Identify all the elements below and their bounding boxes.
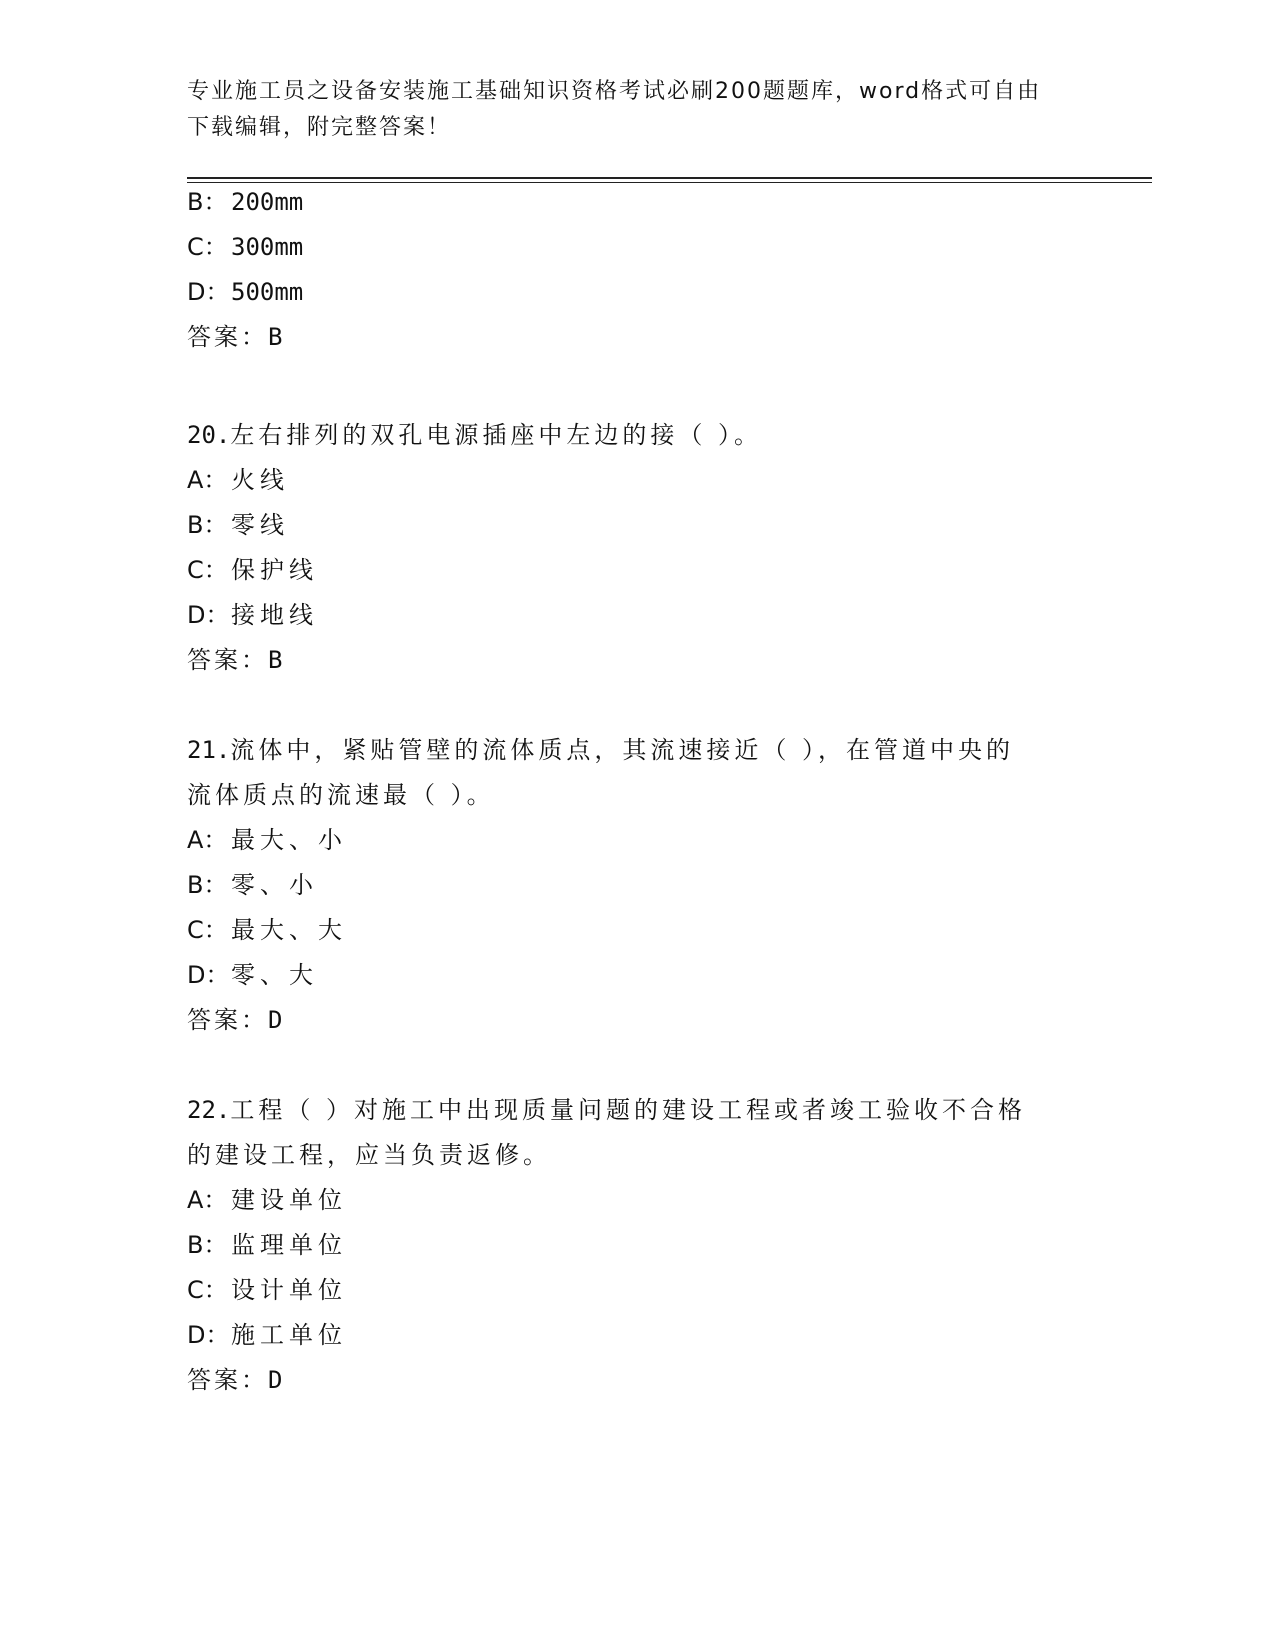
option-label: C： xyxy=(187,916,228,944)
q19-answer xyxy=(187,321,282,353)
answer-label: 答案： xyxy=(187,323,268,351)
option-label: B： xyxy=(187,188,228,216)
q20-option-d xyxy=(187,599,318,631)
question-text: 流体中，紧贴管壁的流体质点，其流速接近（ ），在管道中央的 xyxy=(230,736,1014,764)
option-text: 火线 xyxy=(231,466,289,494)
option-text: 零、小 xyxy=(231,871,318,899)
q22-answer xyxy=(187,1364,282,1396)
q22-option-a xyxy=(187,1184,347,1216)
q20-answer xyxy=(187,644,282,676)
answer-label: 答案： xyxy=(187,1006,268,1034)
option-text: 零线 xyxy=(231,511,289,539)
q21-option-d xyxy=(187,959,318,991)
q21-answer xyxy=(187,1004,282,1036)
question-text: 左右排列的双孔电源插座中左边的接（ ）。 xyxy=(230,421,762,449)
q20-option-b xyxy=(187,509,289,541)
question-text: 工程（ ）对施工中出现质量问题的建设工程或者竣工验收不合格 xyxy=(230,1096,1026,1124)
option-label: C： xyxy=(187,1276,228,1304)
option-text: 最大、小 xyxy=(231,826,347,854)
q19-option-b xyxy=(187,186,303,218)
option-text: 保护线 xyxy=(231,556,318,584)
q22-option-b xyxy=(187,1229,347,1261)
q22-option-d xyxy=(187,1319,347,1351)
answer-value: B xyxy=(268,646,283,674)
header-line-1: 专业施工员之设备安装施工基础知识资格考试必刷200题题库，word格式可自由 xyxy=(187,79,1042,104)
option-text: 监理单位 xyxy=(231,1231,347,1259)
question-text-continued: 流体质点的流速最（ ）。 xyxy=(187,781,495,809)
answer-label: 答案： xyxy=(187,646,268,674)
q19-option-c xyxy=(187,231,303,263)
option-label: A： xyxy=(187,466,228,494)
option-text: 最大、大 xyxy=(231,916,347,944)
q20-option-c xyxy=(187,554,318,586)
document-header xyxy=(187,74,1067,146)
q20-stem xyxy=(187,419,762,451)
option-label: B： xyxy=(187,511,228,539)
question-text-continued: 的建设工程，应当负责返修。 xyxy=(187,1141,551,1169)
answer-label: 答案： xyxy=(187,1366,268,1394)
q21-stem-line-1 xyxy=(187,734,1014,766)
question-number: 22. xyxy=(187,1096,231,1124)
q21-option-b xyxy=(187,869,318,901)
option-text: 500mm xyxy=(231,278,304,306)
option-text: 建设单位 xyxy=(231,1186,347,1214)
q20-option-a xyxy=(187,464,289,496)
option-text: 200mm xyxy=(231,188,304,216)
option-label: A： xyxy=(187,826,228,854)
option-label: A： xyxy=(187,1186,228,1214)
header-line-2: 下载编辑，附完整答案！ xyxy=(187,115,452,140)
option-label: C： xyxy=(187,556,228,584)
option-label: B： xyxy=(187,1231,228,1259)
q21-option-c xyxy=(187,914,347,946)
option-label: D： xyxy=(187,961,230,989)
option-text: 设计单位 xyxy=(231,1276,347,1304)
option-text: 300mm xyxy=(231,233,304,261)
option-text: 施工单位 xyxy=(231,1321,347,1349)
q22-option-c xyxy=(187,1274,347,1306)
q19-option-d xyxy=(187,276,303,308)
question-number: 21. xyxy=(187,736,231,764)
q21-stem-line-2 xyxy=(187,779,495,811)
option-label: C： xyxy=(187,233,228,261)
option-label: D： xyxy=(187,601,230,629)
q22-stem-line-1 xyxy=(187,1094,1026,1126)
answer-value: D xyxy=(268,1366,283,1394)
option-text: 接地线 xyxy=(231,601,318,629)
option-label: B： xyxy=(187,871,228,899)
answer-value: D xyxy=(268,1006,283,1034)
option-label: D： xyxy=(187,1321,230,1349)
option-label: D： xyxy=(187,278,230,306)
header-divider-thin xyxy=(187,182,1152,183)
option-text: 零、大 xyxy=(231,961,318,989)
q22-stem-line-2 xyxy=(187,1139,551,1171)
question-number: 20. xyxy=(187,421,231,449)
header-divider-thick xyxy=(187,177,1152,179)
q21-option-a xyxy=(187,824,347,856)
answer-value: B xyxy=(268,323,283,351)
